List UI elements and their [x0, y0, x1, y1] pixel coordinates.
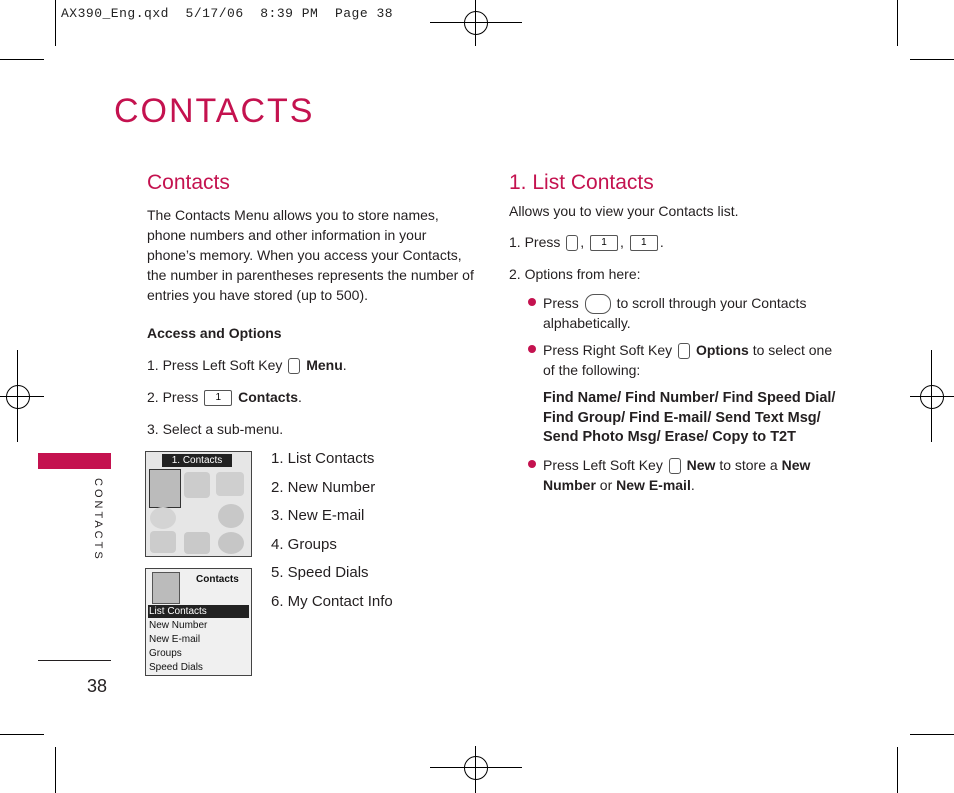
options-list-line: Send Photo Msg/ Erase/ Copy to T2T	[543, 429, 796, 445]
chapter-title: CONTACTS	[114, 92, 315, 130]
page-number: 38	[87, 676, 108, 696]
crop-mark	[910, 59, 954, 60]
bullet-3-number: Number	[543, 477, 596, 493]
bullet-2-options: Options	[695, 342, 749, 358]
crop-mark	[55, 0, 56, 46]
screen-menu-item: Speed Dials	[149, 662, 203, 673]
press-sequence	[509, 232, 664, 252]
file-slug: AX390_Eng.qxd 5/17/06 8:39 PM Page 38	[61, 6, 394, 21]
screen-menu-item: List Contacts	[149, 606, 207, 617]
section-heading: Contacts	[147, 171, 230, 194]
bullet-new	[543, 455, 810, 475]
step-2	[147, 387, 302, 407]
step-2-end: .	[298, 389, 302, 405]
access-heading: Access and Options	[147, 325, 282, 341]
left-soft-key-icon	[288, 358, 300, 374]
bullet-2-rest: to select one	[752, 342, 833, 358]
left-soft-key-icon	[566, 235, 578, 251]
settings-app-icon	[218, 532, 244, 554]
comma: ,	[620, 234, 624, 250]
comma: ,	[580, 234, 585, 250]
step-1	[147, 355, 347, 375]
bullet-3-email: New E-mail	[616, 477, 691, 493]
screen-menu-item: New Number	[149, 620, 208, 631]
bullet-options	[543, 340, 832, 360]
intro-paragraph: The Contacts Menu allows you to store names, phone numbers and other information in your phone’s memory. When you access your Contacts, the number in parentheses represents the number of entries you have stored (up to 500).	[147, 207, 474, 303]
list-item: 4. Groups	[271, 535, 337, 553]
step-1-text: 1. Press Left Soft Key	[147, 357, 283, 373]
crop-mark	[910, 734, 954, 735]
options-list-line: Find Name/ Find Number/ Find Speed Dial/	[543, 390, 836, 406]
bullet-3-new2: New	[781, 457, 811, 473]
list-item: 5. Speed Dials	[271, 564, 369, 582]
key-1-icon: 1	[630, 235, 658, 251]
smiley-app-icon	[150, 507, 176, 529]
contacts-book-icon	[152, 572, 180, 604]
step-1-menu: Menu	[306, 357, 343, 373]
list-item: 1. List Contacts	[271, 450, 375, 467]
bullet-3-end: .	[690, 477, 695, 493]
right-soft-key-icon	[678, 343, 690, 359]
bullet-2-press: Press Right Soft Key	[543, 342, 673, 358]
navigation-key-icon	[585, 294, 611, 314]
step-2-text: 2. Press	[147, 389, 199, 405]
crop-mark	[55, 747, 56, 793]
bullet-3-press: Press Left Soft Key	[543, 457, 663, 473]
crop-mark	[0, 59, 44, 60]
bullet-3-new: New	[686, 457, 716, 473]
list-item: 2. New Number	[271, 478, 376, 496]
phone-app-icon	[184, 472, 210, 498]
bullet-icon	[528, 345, 536, 353]
crop-mark	[0, 734, 44, 735]
crop-mark	[897, 747, 898, 793]
bullet-3-or: or	[599, 477, 613, 493]
sidebar-label: CONTACTS	[92, 478, 104, 562]
bullet-icon	[528, 298, 536, 306]
messages-app-icon	[216, 472, 244, 496]
screen-menu-item: Groups	[149, 648, 182, 659]
tools-app-icon	[218, 504, 244, 528]
bullet-scroll	[543, 293, 806, 314]
left-soft-key-icon	[669, 458, 681, 474]
bullet-1-line2: alphabetically.	[543, 315, 631, 331]
crop-mark	[897, 0, 898, 46]
period: .	[659, 234, 664, 250]
list-item: 6. My Contact Info	[271, 592, 393, 610]
step-1-end: .	[342, 357, 347, 373]
bullet-2-line2: of the following:	[543, 362, 641, 378]
phone-screen-contacts-menu	[145, 568, 252, 676]
screen-title: Contacts	[196, 574, 239, 585]
submenu-list	[271, 445, 393, 617]
press-text: 1. Press	[509, 234, 561, 250]
step-2-contacts: Contacts	[238, 389, 299, 405]
music-app-icon	[150, 531, 176, 553]
bullet-1-press: Press	[543, 295, 579, 311]
key-1-icon: 1	[590, 235, 618, 251]
camera-app-icon	[184, 532, 210, 554]
screen-title: 1. Contacts	[162, 454, 232, 467]
bullet-icon	[528, 460, 536, 468]
section-heading: 1. List Contacts	[509, 171, 654, 194]
bullet-1-rest: to scroll through your Contacts	[616, 295, 807, 311]
intro-paragraph: Allows you to view your Contacts list.	[509, 203, 739, 219]
key-1-icon: 1	[204, 390, 232, 406]
sidebar-accent-bar	[38, 453, 111, 469]
options-list-line: Find Group/ Find E-mail/ Send Text Msg/	[543, 410, 821, 426]
screen-menu-list	[149, 605, 207, 675]
contacts-app-icon	[149, 469, 181, 508]
step-3: 3. Select a sub-menu.	[147, 421, 284, 437]
options-intro: 2. Options from here:	[509, 266, 641, 282]
bullet-3-line2	[543, 475, 695, 495]
phone-screen-main-menu	[145, 451, 252, 557]
bullet-3-mid: to store a	[719, 457, 778, 473]
list-item: 3. New E-mail	[271, 507, 365, 525]
page-number-rule	[38, 660, 111, 661]
screen-menu-item: New E-mail	[149, 634, 201, 645]
